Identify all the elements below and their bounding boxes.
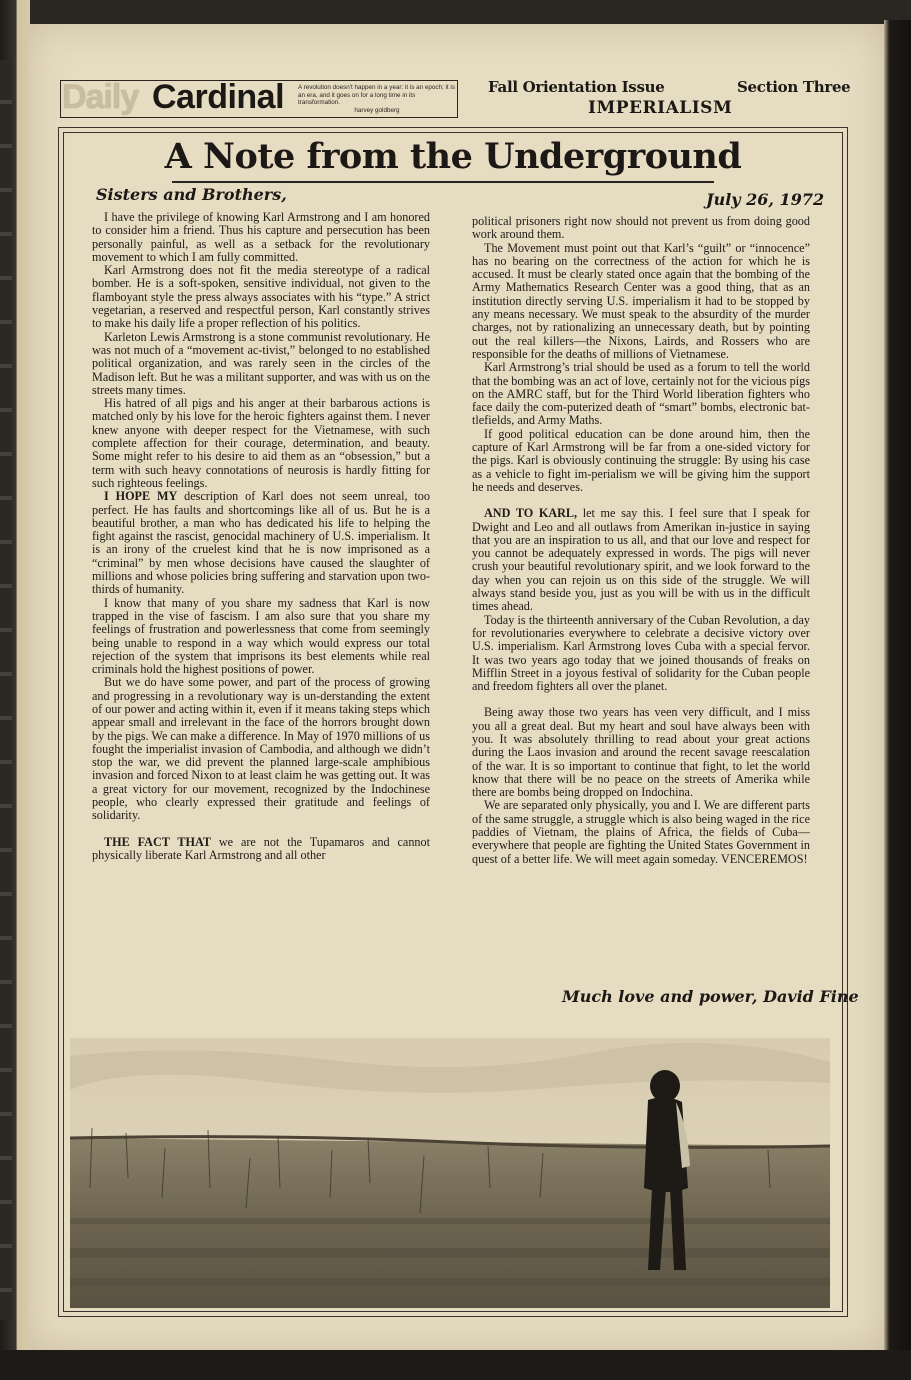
paragraph-text: I have the privilege of knowing Karl Armstrong and I am honored to consider him a friend. Thus his capture and persecution has been personally painful, as well as a setback for the revolutionary movement to which I am fully committed.: [92, 210, 430, 264]
article-paragraph: [472, 706, 810, 799]
article-paragraph: [472, 614, 810, 694]
article-paragraph: [92, 676, 430, 822]
article-column-right: [472, 215, 810, 866]
signoff: Much love and power, David Fine: [562, 987, 859, 1006]
article-column-left: [92, 211, 430, 862]
paragraph-text: Being away those two years has veen very difficult, and I miss you all a great deal. But my heart and soul have always been with you. It was absolutely thrilling to read about your great actions during the Laos invasion and around the recent savage reescalation of the war. It is so important to continue that fight, to let the world know that there will be no peace on the streets of Amerika while there are bombs being dropped on Indochina.: [472, 705, 810, 800]
article-paragraph: [92, 264, 430, 330]
paragraph-text: We are separated only physically, you and I. We are different parts of the same struggle, a struggle which is also being waged in the rice paddies of Vietnam, the plains of Africa, the fields of Cuba—everywhere that people are fighting the United States Government in quest of a better life. We will meet again someday. VENCEREMOS!: [472, 798, 810, 866]
article-paragraph: [472, 799, 810, 865]
article-paragraph: [472, 242, 810, 362]
article-paragraph: [472, 428, 810, 494]
headline: A Note from the Underground: [164, 136, 742, 177]
section-label: Section Three: [737, 78, 851, 96]
logo-cardinal: Cardinal: [152, 78, 285, 116]
paragraph-lead-in: THE FACT THAT: [104, 834, 211, 849]
dateline: July 26, 1972: [706, 190, 825, 209]
paragraph-text: description of Karl does not seem unreal, too perfect. He has faults and shortcomings like all of us. But he is a beautiful brother, a man who has dedicated his life to helping the fight against the rascist, genocidal machinery of U.S. imperialism. It is an irony of the cruelest kind that he is now imprisoned as a “criminal” by men whose decisions have caused the slaughter of millions and whose policies bring suffering and starvation upon two-thirds of humanity.: [92, 489, 430, 597]
paragraph-text: If good political education can be done around him, then the capture of Karl Armstrong will be far from a one-sided victory for the pigs. Karl is obviously continuing the struggle: By using his case as a vehicle to fight im-perialism we will be giving him the support he needs and deserves.: [472, 426, 810, 494]
article-paragraph: [472, 507, 810, 613]
paragraph-text: Karl Armstrong’s trial should be used as a forum to tell the world that the bombing was an act of love, certainly not for the vicious pigs on the AMRC staff, but for the Third World liberation fighters who face daily the com-puterized death of “smart” bombs, electronic bat-tlefields, and Army Maths.: [472, 360, 810, 428]
paragraph-text: political prisoners right now should not prevent us from doing good work around them.: [472, 214, 810, 242]
quote-attribution: harvey goldberg: [354, 106, 400, 114]
salutation: Sisters and Brothers,: [96, 185, 287, 204]
binder-edge: [0, 60, 12, 1320]
article-paragraph: [472, 361, 810, 427]
paragraph-lead-in: I HOPE MY: [104, 489, 178, 504]
masthead-quote: [298, 84, 456, 114]
paragraph-text: His hatred of all pigs and his anger at their barbarous actions is matched only by his love for the heroic fighters against them. I never knew anyone with deeper respect for the Vietnamese, with such complete affection for their courage, determination, and beauty. Some might refer to his desire to aid them as an “obsession,” but a term with such heavy connotations of neurosis is hardly fitting for such righteous feelings.: [92, 396, 430, 490]
paragraph-text: The Movement must point out that Karl’s “guilt” or “innocence” has no bearing on the correctness of the action for which he is accused. It must be clearly stated once again that the bombing of the Army Mathematics Research Center was a good thing, that as an institution directly serving U.S. imperialism it had to be stopped by any means necessary. We must speak to the absurdity of the murder charges, not by rationalizing an unnecessary death, but by pointing out the real killers—the Nixons, Lairds, and Rossers who are responsible for the deaths of millions of Vietnamese.: [472, 240, 810, 361]
article-paragraph: [472, 215, 810, 242]
headline-rule: [172, 181, 714, 183]
article-paragraph: [92, 211, 430, 264]
paragraph-text: let me say this. I feel sure that I speak for Dwight and Leo and all outlaws from Amerikan in-justice in saying that you are an inspiration to us all, and that our love and respect for you cannot be adequately expressed in words. The pigs will never crush your beautiful revolutionary spirit, and we look forward to the day when you can rejoin us on this side of the struggle. We will always stand beside you, just as you will be with us in the difficult times ahead.: [472, 506, 810, 614]
article-paragraph: [92, 397, 430, 490]
binder-right-edge: [884, 20, 911, 1360]
paragraph-text: Karleton Lewis Armstrong is a stone communist revolutionary. He was not much of a “movement ac-tivist,” belonged to no established political organization, and was rarely seen in the circles of the Madison left. But he was a militant supporter, and was with us on the streets many times.: [92, 329, 430, 397]
quote-text: A revolution doesn't happen in a year: it is an epoch; it is an era, and it goes on for a long time in its transformation.: [298, 84, 455, 107]
article-paragraph: [92, 490, 430, 596]
paragraph-text: But we do have some power, and part of the process of growing and progressing in a revolutionary way is un-derstanding the extent of our power and acting within it, even if it means taking steps which appear small and irrelevant in the face of the horrors brought down by the pigs. We can make a difference. In May of 1970 millions of us fought the imperialist invasion of Cambodia, and although we didn’t stop the war, we did prevent the planned large-scale amphibious invasion and forced Nixon to at least claim he was getting out. It was a great victory for our movement, recognized by the Indochinese people, who clearly expressed their gratitude and feelings of solidarity.: [92, 675, 430, 823]
paragraph-text: Today is the thirteenth anniversary of the Cuban Revolution, a day for revolutionaries everywhere to celebrate a decisive victory over U.S. imperialism. Karl Armstrong loves Cuba with a special fervor. It was two years ago today that we joined thousands of freaks on Mifflin Street in a joyous festival of solidarity for the Cuban people and freedom fighters all over the planet.: [472, 612, 810, 694]
paragraph-lead-in: AND TO KARL,: [484, 506, 578, 521]
issue-label: Fall Orientation Issue: [488, 78, 665, 96]
article-paragraph: [92, 836, 430, 863]
paragraph-text: I know that many of you share my sadness that Karl is now trapped in the vise of fascism. I am also sure that you share my feelings of frustration and powerlessness that come from seemingly being unable to respond in a way which would express our total rejection of the system that imprisons its best elements while real criminals hold the highest positions of power.: [92, 595, 430, 677]
paragraph-text: we are not the Tupamaros and cannot physically liberate Karl Armstrong and all other: [92, 834, 431, 862]
scan-bottom-edge: [0, 1350, 911, 1380]
article-paragraph: [92, 331, 430, 397]
photograph-field-figure: [70, 1038, 830, 1308]
article-paragraph: [92, 597, 430, 677]
theme-label: IMPERIALISM: [588, 98, 733, 118]
logo-daily: Daily: [62, 78, 139, 116]
paragraph-text: Karl Armstrong does not fit the media stereotype of a radical bomber. He is a soft-spoken, sensitive individual, not given to the flamboyant style the press always associates with his “type.” A strict vegetarian, a reserved and respectful person, Karl constantly strives to make his daily life a proper reflection of his politics.: [92, 263, 430, 331]
